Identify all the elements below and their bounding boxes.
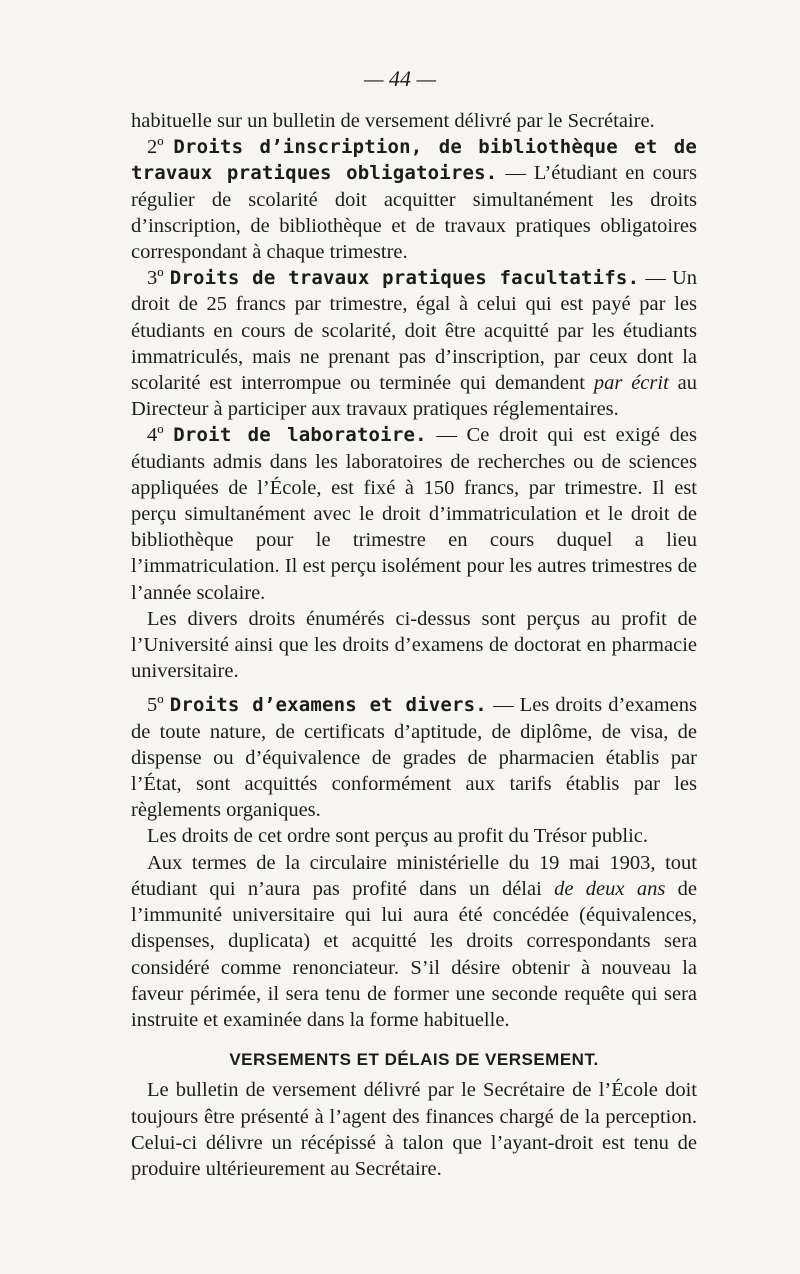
- paragraph-item-4: [131, 422, 697, 605]
- paragraph-tresor: Les droits de cet ordre sont perçus au profit du Trésor public.: [147, 825, 649, 848]
- item-5-heading: Droits d’examens et divers.: [169, 694, 487, 717]
- item-4-number: 4º: [147, 424, 164, 447]
- circulaire-text-after: de l’immunité universitaire qui lui aura été concédée (équivalences, dispenses, duplicata) et acquitté les droits correspondants sera considéré comme renonciateur. S’il désire obtenir à nouveau la faveur périmée, il sera tenu de former une seconde requête qui sera instruite et examinée dans la forme habituelle.: [131, 877, 697, 1031]
- item-2-text: — L’étudiant en cours régulier de scolarité doit acquitter simultanément les droits d’inscription, de bibliothèque et de travaux pratiques obligatoires correspondant à chaque trimestre.: [131, 162, 697, 264]
- section-title: VERSEMENTS ET DÉLAIS DE VERSEMENT.: [229, 1050, 599, 1070]
- item-4-text: — Ce droit qui est exigé des étudiants admis dans les laboratoires de recherches ou de sciences appliquées de l’École, est fixé à 150 francs, par trimestre. Il est perçu simultanément avec le droit d’immatriculation et le droit de bibliothèque pour le trimestre en cours duquel a lieu l’immatriculation. Il est perçu isolément pour les autres trimestres de l’année scolaire.: [131, 424, 697, 604]
- paragraph-item-5: [131, 692, 697, 823]
- body-text: [131, 108, 697, 1182]
- paragraph-item-2: [131, 134, 697, 265]
- paragraph-item-3: [131, 265, 697, 422]
- item-2-heading: Droits d’inscription, de bibliothèque et de travaux pratiques obligatoires.: [131, 136, 698, 185]
- item-3-emphasis: par écrit: [593, 372, 669, 395]
- item-3-text-after: au Directeur à participer aux travaux pratiques réglementaires.: [131, 372, 697, 421]
- item-3-heading: Droits de travaux pratiques facultatifs.: [169, 267, 640, 290]
- item-3-text-before: — Un droit de 25 francs par trimestre, égal à celui qui est payé par les étudiants en cours de scolarité, doit être acquitté par les étudiants immatriculés, mais ne prenant pas d’inscription, par ceux dont la scolarité est interrompue ou terminée qui demandent: [131, 267, 697, 395]
- circulaire-emphasis: de deux ans: [554, 877, 666, 900]
- item-4-heading: Droit de laboratoire.: [173, 424, 427, 447]
- item-2-number: 2º: [147, 136, 164, 159]
- item-3-number: 3º: [147, 267, 164, 290]
- spacer: [131, 684, 697, 692]
- paragraph-universite: Les divers droits énumérés ci-dessus sont perçus au profit de l’Université ainsi que les droits d’examens de doctorat en pharmacie universitaire.: [131, 607, 697, 683]
- paragraph-continuation: habituelle sur un bulletin de versement délivré par le Secrétaire.: [131, 110, 655, 132]
- item-5-number: 5º: [147, 694, 164, 717]
- item-5-text: — Les droits d’examens de toute nature, de certificats d’aptitude, de diplôme, de visa, de dispense ou d’équivalence de grades de pharmacien établis par l’État, sont acquittés conformément aux tarifs établis par les règlements organiques.: [131, 694, 697, 822]
- paragraph-circulaire: [131, 850, 697, 1033]
- circulaire-text-before: Aux termes de la circulaire ministérielle du 19 mai 1903, tout étudiant qui n’aura pas profité dans un délai: [131, 851, 697, 900]
- paragraph-final: Le bulletin de versement délivré par le Secrétaire de l’École doit toujours être présenté à l’agent des finances chargé de la perception. Celui-ci délivre un récépissé à talon que l’ayant-droit est tenu de produire ultérieurement au Secrétaire.: [131, 1079, 697, 1180]
- page-number: — 44 —: [363, 66, 437, 91]
